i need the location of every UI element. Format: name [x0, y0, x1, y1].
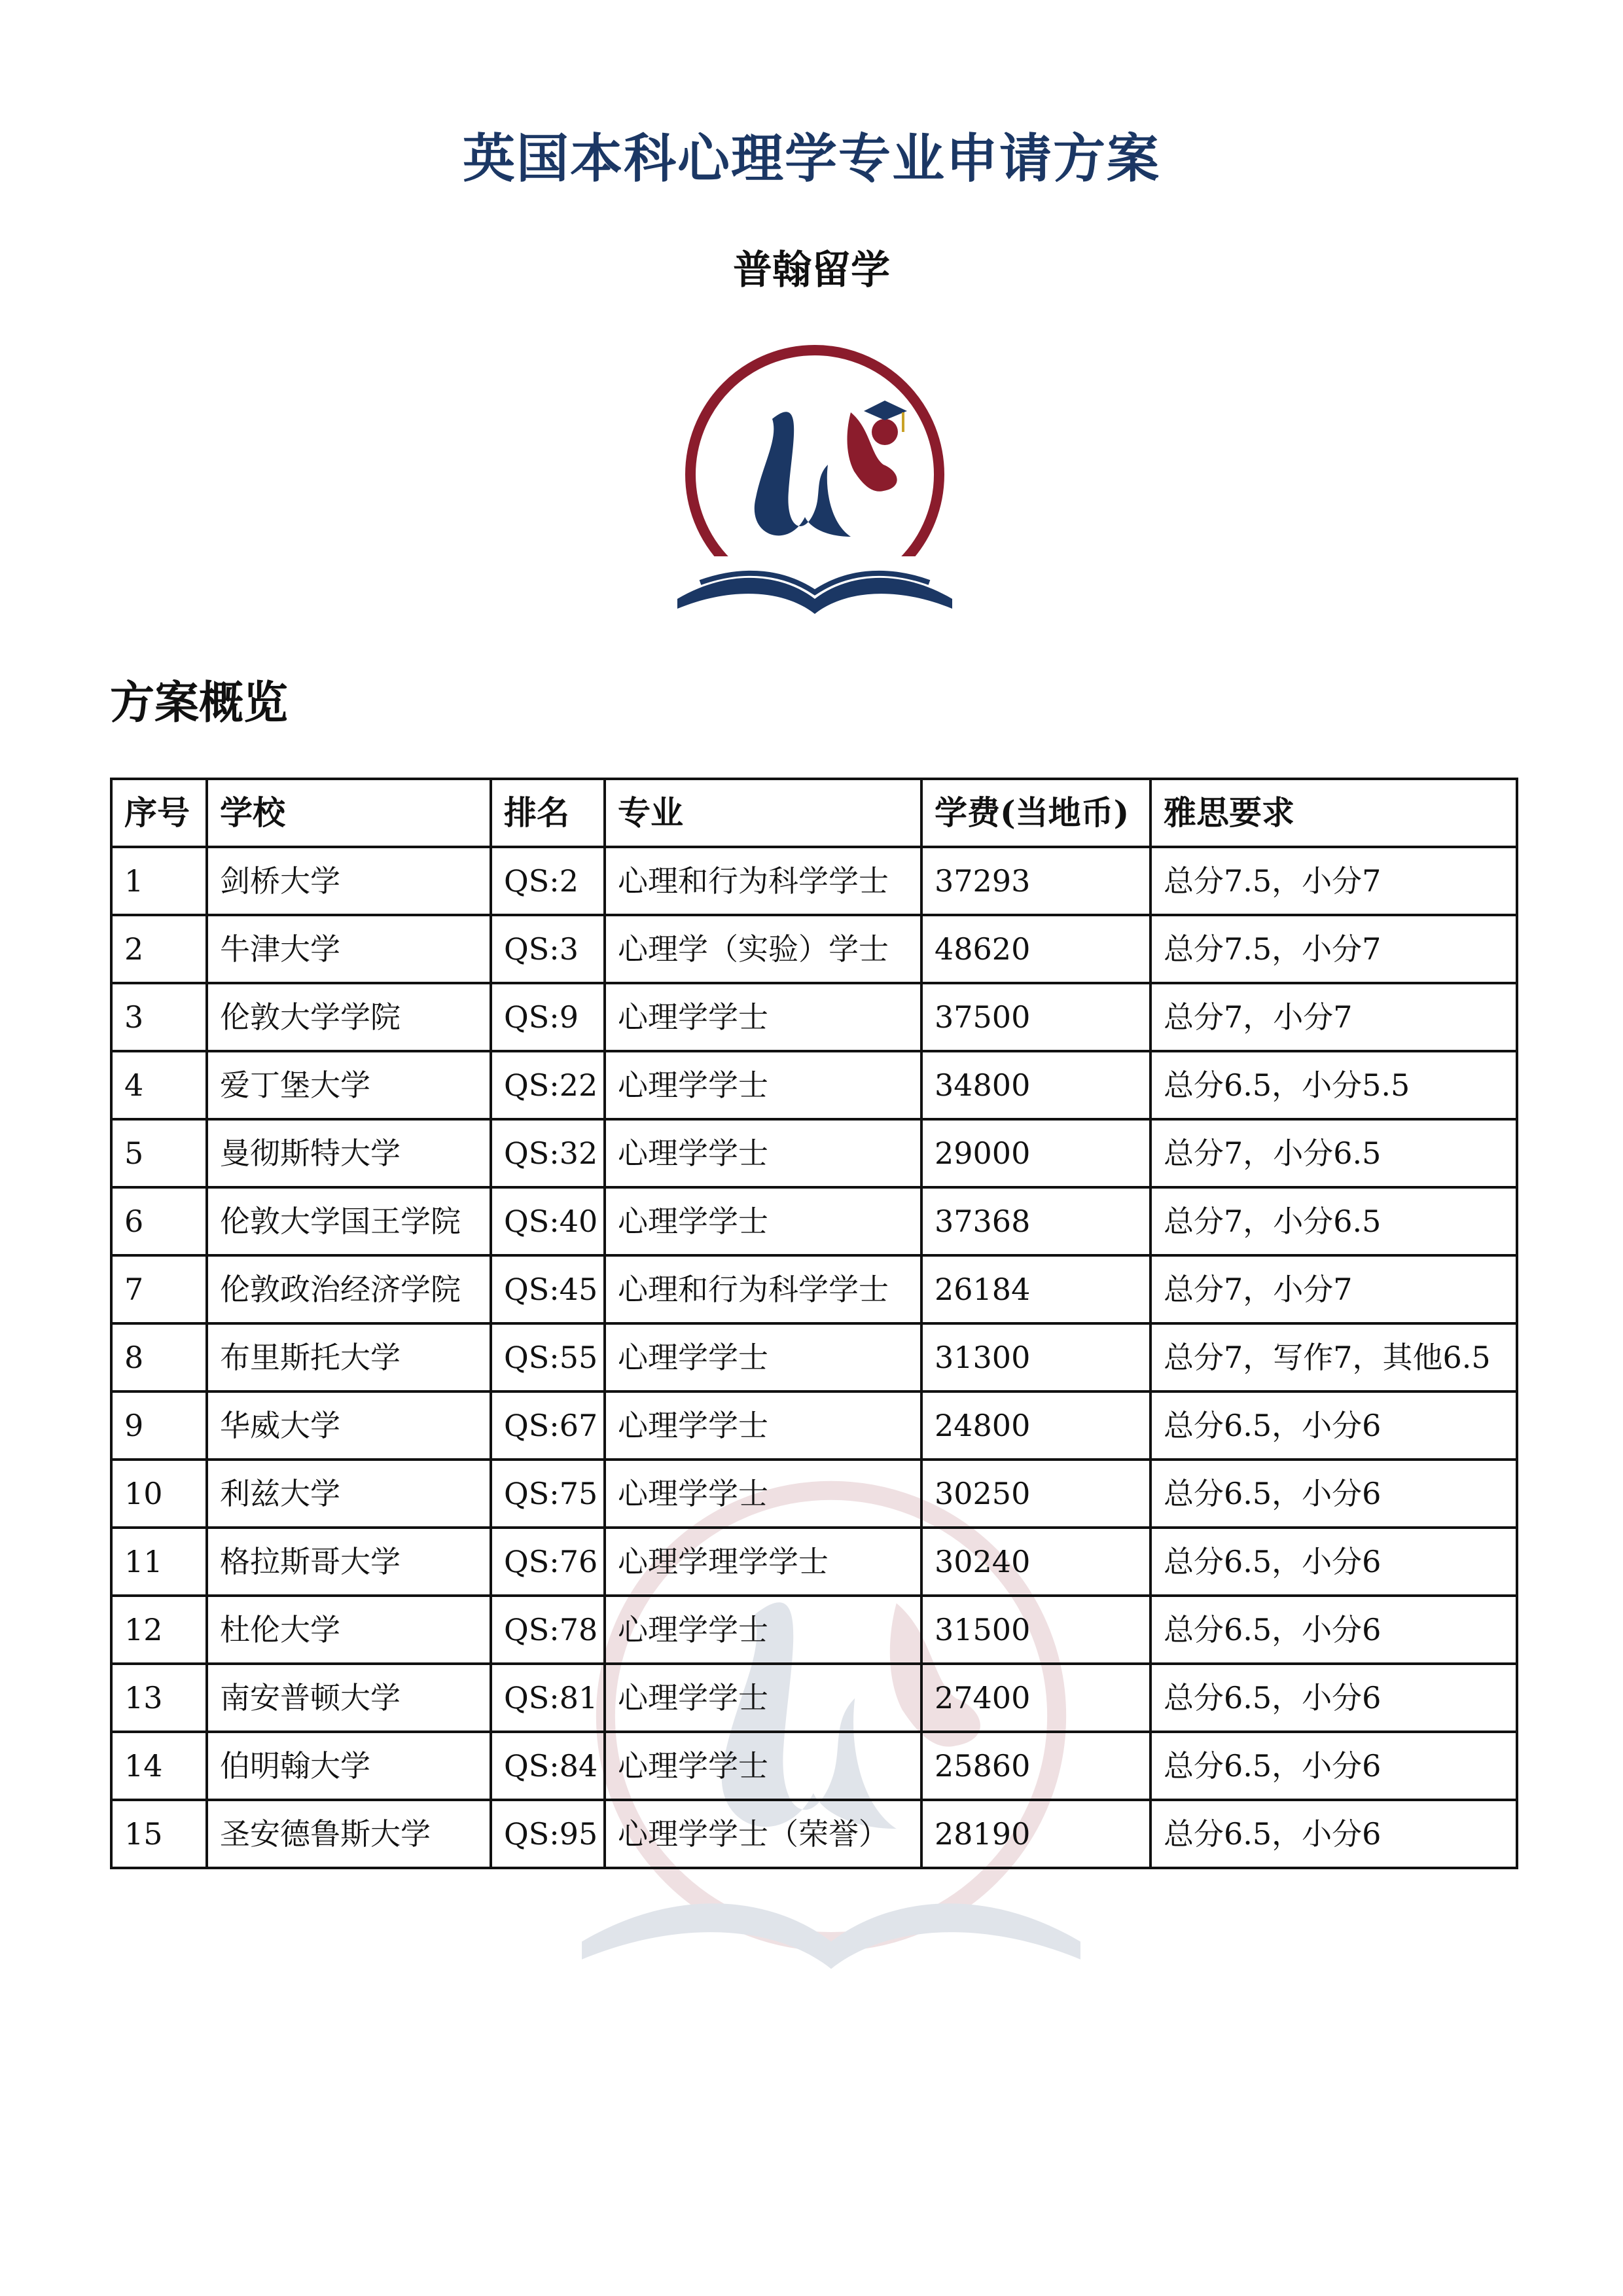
cell-tuition: 48620 [921, 915, 1150, 983]
table-row [111, 847, 1517, 915]
cell-major: 心理学（实验）学士 [605, 915, 921, 983]
cell-major: 心理学学士 [605, 1323, 921, 1391]
table-row [111, 1664, 1517, 1732]
cell-ranking: QS:2 [491, 847, 605, 915]
cell-ranking: QS:3 [491, 915, 605, 983]
cell-school: 伦敦政治经济学院 [207, 1255, 491, 1323]
table-row [111, 1051, 1517, 1119]
cell-index: 13 [111, 1664, 207, 1732]
cell-ielts: 总分6.5，小分6 [1150, 1800, 1517, 1868]
cell-school: 牛津大学 [207, 915, 491, 983]
cell-index: 2 [111, 915, 207, 983]
cell-ranking: QS:9 [491, 983, 605, 1051]
cell-major: 心理学学士 [605, 1119, 921, 1187]
cell-tuition: 37500 [921, 983, 1150, 1051]
cell-school: 伦敦大学国王学院 [207, 1187, 491, 1255]
cell-major: 心理和行为科学学士 [605, 1255, 921, 1323]
cell-school: 爱丁堡大学 [207, 1051, 491, 1119]
cell-ielts: 总分7，小分7 [1150, 983, 1517, 1051]
cell-ranking: QS:40 [491, 1187, 605, 1255]
cell-tuition: 29000 [921, 1119, 1150, 1187]
cell-index: 9 [111, 1391, 207, 1460]
cell-major: 心理学学士 [605, 1460, 921, 1528]
table-row [111, 1460, 1517, 1528]
cell-tuition: 31300 [921, 1323, 1150, 1391]
overview-table [110, 778, 1518, 1869]
cell-major: 心理学学士 [605, 983, 921, 1051]
cell-index: 8 [111, 1323, 207, 1391]
cell-major: 心理和行为科学学士 [605, 847, 921, 915]
cell-index: 10 [111, 1460, 207, 1528]
cell-school: 南安普顿大学 [207, 1664, 491, 1732]
cell-ranking: QS:76 [491, 1528, 605, 1596]
cell-index: 11 [111, 1528, 207, 1596]
cell-major: 心理学学士 [605, 1596, 921, 1664]
header-school: 学校 [207, 779, 491, 847]
cell-ranking: QS:84 [491, 1732, 605, 1800]
cell-ranking: QS:81 [491, 1664, 605, 1732]
cell-school: 格拉斯哥大学 [207, 1528, 491, 1596]
cell-ielts: 总分6.5，小分6 [1150, 1528, 1517, 1596]
cell-tuition: 37368 [921, 1187, 1150, 1255]
cell-school: 剑桥大学 [207, 847, 491, 915]
table-header-row [111, 779, 1517, 847]
table-row [111, 1596, 1517, 1664]
cell-school: 伯明翰大学 [207, 1732, 491, 1800]
cell-school: 曼彻斯特大学 [207, 1119, 491, 1187]
cell-ielts: 总分6.5，小分6 [1150, 1596, 1517, 1664]
cell-school: 杜伦大学 [207, 1596, 491, 1664]
cell-major: 心理学学士 [605, 1391, 921, 1460]
cell-ielts: 总分7，小分6.5 [1150, 1119, 1517, 1187]
table-row [111, 915, 1517, 983]
cell-school: 华威大学 [207, 1391, 491, 1460]
cell-ielts: 总分7.5，小分7 [1150, 915, 1517, 983]
cell-tuition: 30240 [921, 1528, 1150, 1596]
cell-tuition: 31500 [921, 1596, 1150, 1664]
cell-major: 心理学学士 [605, 1732, 921, 1800]
cell-ranking: QS:75 [491, 1460, 605, 1528]
cell-ielts: 总分7，小分6.5 [1150, 1187, 1517, 1255]
cell-ielts: 总分6.5，小分6 [1150, 1391, 1517, 1460]
table-row [111, 1119, 1517, 1187]
table-row [111, 983, 1517, 1051]
document-title: 英国本科心理学专业申请方案 [463, 128, 1160, 189]
table-row [111, 1323, 1517, 1391]
cell-major: 心理学学士 [605, 1051, 921, 1119]
cell-ranking: QS:22 [491, 1051, 605, 1119]
cell-index: 4 [111, 1051, 207, 1119]
cell-major: 心理学理学学士 [605, 1528, 921, 1596]
cell-tuition: 37293 [921, 847, 1150, 915]
cell-tuition: 26184 [921, 1255, 1150, 1323]
cell-school: 伦敦大学学院 [207, 983, 491, 1051]
cell-tuition: 30250 [921, 1460, 1150, 1528]
brand-logo [674, 340, 955, 622]
cell-ielts: 总分6.5，小分6 [1150, 1460, 1517, 1528]
cell-index: 1 [111, 847, 207, 915]
cell-ielts: 总分6.5，小分6 [1150, 1664, 1517, 1732]
cell-index: 15 [111, 1800, 207, 1868]
cell-ranking: QS:95 [491, 1800, 605, 1868]
cell-ielts: 总分7，小分7 [1150, 1255, 1517, 1323]
cell-school: 布里斯托大学 [207, 1323, 491, 1391]
table-row [111, 1528, 1517, 1596]
cell-index: 12 [111, 1596, 207, 1664]
header-ranking: 排名 [491, 779, 605, 847]
header-index: 序号 [111, 779, 207, 847]
cell-school: 利兹大学 [207, 1460, 491, 1528]
cell-school: 圣安德鲁斯大学 [207, 1800, 491, 1868]
cell-ranking: QS:45 [491, 1255, 605, 1323]
brand-name: 普翰留学 [733, 247, 890, 293]
cell-ielts: 总分6.5，小分6 [1150, 1732, 1517, 1800]
cell-index: 6 [111, 1187, 207, 1255]
table-row [111, 1255, 1517, 1323]
cell-major: 心理学学士 [605, 1664, 921, 1732]
cell-tuition: 27400 [921, 1664, 1150, 1732]
table-row [111, 1800, 1517, 1868]
cell-index: 3 [111, 983, 207, 1051]
table-row [111, 1187, 1517, 1255]
cell-index: 5 [111, 1119, 207, 1187]
cell-index: 14 [111, 1732, 207, 1800]
cell-ranking: QS:32 [491, 1119, 605, 1187]
cell-tuition: 24800 [921, 1391, 1150, 1460]
cell-index: 7 [111, 1255, 207, 1323]
cell-ranking: QS:67 [491, 1391, 605, 1460]
section-heading-overview: 方案概览 [110, 677, 289, 729]
cell-ielts: 总分6.5，小分5.5 [1150, 1051, 1517, 1119]
cell-tuition: 25860 [921, 1732, 1150, 1800]
cell-tuition: 34800 [921, 1051, 1150, 1119]
table-row [111, 1732, 1517, 1800]
header-tuition: 学费(当地币) [921, 779, 1150, 847]
cell-ielts: 总分7.5，小分7 [1150, 847, 1517, 915]
header-major: 专业 [605, 779, 921, 847]
cell-major: 心理学学士 [605, 1187, 921, 1255]
header-ielts: 雅思要求 [1150, 779, 1517, 847]
cell-ranking: QS:78 [491, 1596, 605, 1664]
cell-tuition: 28190 [921, 1800, 1150, 1868]
table-row [111, 1391, 1517, 1460]
cell-ielts: 总分7，写作7，其他6.5 [1150, 1323, 1517, 1391]
cell-ranking: QS:55 [491, 1323, 605, 1391]
cell-major: 心理学学士（荣誉） [605, 1800, 921, 1868]
